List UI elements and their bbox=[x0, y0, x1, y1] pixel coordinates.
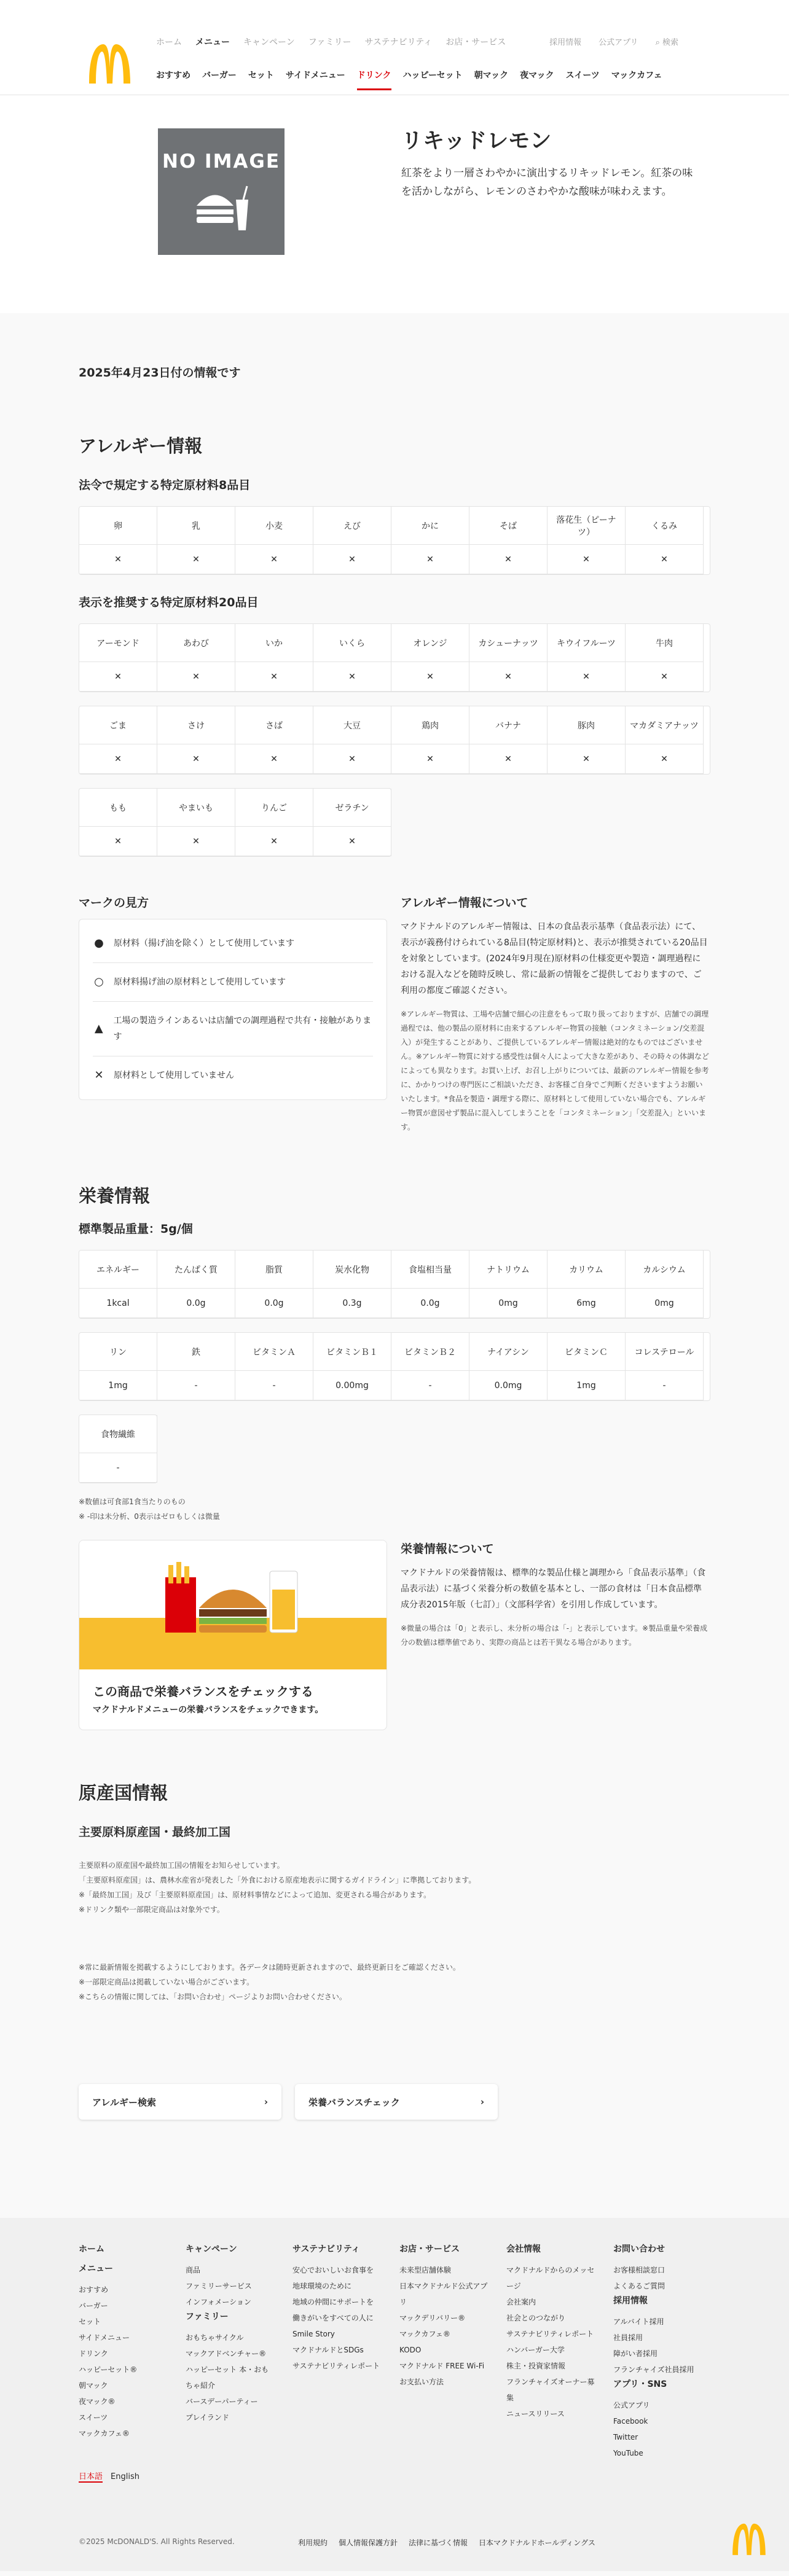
allergy-8-table bbox=[79, 506, 710, 575]
allergy-header: ごま bbox=[79, 706, 157, 744]
nutrient-header: 炭水化物 bbox=[313, 1251, 391, 1289]
footer-heading[interactable]: お店・サービス bbox=[399, 2244, 460, 2254]
nutrient-header: 食物繊維 bbox=[79, 1415, 157, 1453]
nutrient-value: 0mg bbox=[626, 1289, 704, 1318]
marks-title: マークの見方 bbox=[79, 896, 149, 910]
footer-link[interactable]: 日本マクドナルド公式アプリ bbox=[399, 2282, 488, 2306]
nav-recommended[interactable]: おすすめ bbox=[156, 71, 191, 80]
nutrient-value: - bbox=[157, 1371, 235, 1400]
nutrient-header: たんぱく質 bbox=[157, 1251, 235, 1289]
balance-card-sub: マクドナルドメニューの栄養バランスをチェックできます。 bbox=[93, 1705, 324, 1715]
origin-note: ※こちらの情報に関しては、「お問い合わせ」ページよりお問い合わせください。 bbox=[79, 1992, 347, 2001]
footer-link[interactable]: ファミリーサービス bbox=[186, 2282, 252, 2290]
footer-link[interactable]: ハッピーセット 本・おもちゃ紹介 bbox=[186, 2365, 269, 2390]
lang-en[interactable]: English bbox=[111, 2472, 139, 2481]
footer-link[interactable]: バースデーパーティー bbox=[186, 2397, 258, 2406]
mark-text: 原材料（揚げ油を除く）として使用しています bbox=[114, 939, 294, 948]
nutrient-value: 1mg bbox=[548, 1371, 626, 1400]
nutrient-value: 6mg bbox=[548, 1289, 626, 1318]
chevron-right-icon: › bbox=[264, 2096, 268, 2107]
allergy-value: ✕ bbox=[313, 744, 391, 774]
allergy-value: ✕ bbox=[548, 545, 626, 574]
nutrient-header: 鉄 bbox=[157, 1333, 235, 1371]
recruit-link[interactable]: 採用情報 bbox=[549, 38, 582, 47]
nutrient-header: エネルギー bbox=[79, 1251, 157, 1289]
allergy-header: 落花生（ピーナツ） bbox=[548, 507, 626, 545]
origin-line: ※ドリンク類や一部限定商品は対象外です。 bbox=[79, 1905, 224, 1914]
allergy-value: ✕ bbox=[79, 545, 157, 574]
nutrient-header: 食塩相当量 bbox=[391, 1251, 469, 1289]
allergy-value: ✕ bbox=[469, 545, 548, 574]
footer-column bbox=[292, 2242, 381, 2461]
burger-fries-drink-illustration bbox=[79, 1540, 387, 1669]
nutrition-table-b bbox=[79, 1332, 710, 1401]
nutrient-value: 0.0mg bbox=[469, 1371, 548, 1400]
nav-night[interactable]: 夜マック bbox=[520, 71, 554, 80]
footer-link[interactable]: サステナビリティレポート bbox=[506, 2330, 594, 2338]
allergy-value: ✕ bbox=[79, 662, 157, 692]
allergy-value: ✕ bbox=[391, 545, 469, 574]
footer-link[interactable]: フランチャイズ社員採用 bbox=[613, 2365, 694, 2374]
allergy-20a-table bbox=[79, 623, 710, 692]
allergy-title: アレルギー情報 bbox=[79, 435, 203, 456]
about-allergy-title: アレルギー情報について bbox=[401, 896, 528, 910]
nutrient-value: - bbox=[391, 1371, 469, 1400]
footer-link[interactable]: ハンバーガー大学 bbox=[506, 2346, 565, 2354]
nutrient-value: 1mg bbox=[79, 1371, 157, 1400]
allergy-20c-table bbox=[79, 788, 391, 857]
footer-link[interactable]: 夜マック® bbox=[79, 2397, 116, 2406]
nav-sweets[interactable]: スイーツ bbox=[565, 71, 600, 80]
copyright: ©2025 McDONALD'S. All Rights Reserved. bbox=[79, 2537, 235, 2546]
allergy-value: ✕ bbox=[548, 662, 626, 692]
top-nav-stores[interactable]: お店・サービス bbox=[446, 37, 506, 47]
allergy-header: さけ bbox=[157, 706, 235, 744]
footer-link[interactable]: マクドナルド FREE Wi-Fi bbox=[399, 2362, 485, 2370]
nutrition-table-a bbox=[79, 1250, 710, 1319]
nutrition-note2: ※ -印は未分析、0表示はゼロもしくは微量 bbox=[79, 1512, 220, 1521]
nutrient-value: - bbox=[235, 1371, 313, 1400]
footer-column bbox=[613, 2242, 702, 2461]
nav-drink[interactable]: ドリンク bbox=[357, 69, 391, 90]
allergy-header: そば bbox=[469, 507, 548, 545]
footer-link[interactable]: バーガー bbox=[79, 2301, 108, 2310]
mark-text: 原材料として使用していません bbox=[114, 1071, 234, 1080]
allergy-value: ✕ bbox=[469, 662, 548, 692]
allergy-value: ✕ bbox=[157, 545, 235, 574]
origin-sub: 主要原料原産国・最終加工国 bbox=[79, 1825, 231, 1839]
allergy-header: もも bbox=[79, 789, 157, 827]
site-header bbox=[0, 0, 789, 95]
allergy-header: 乳 bbox=[157, 507, 235, 545]
mark-row bbox=[93, 963, 373, 1002]
allergy-sub1: 法令で規定する特定原材料8品目 bbox=[79, 478, 251, 492]
footer-link[interactable]: 働きがいをすべての人に bbox=[292, 2314, 374, 2322]
footer-link[interactable]: マックアドベンチャー® bbox=[186, 2349, 267, 2358]
footer-heading[interactable]: メニュー bbox=[79, 2264, 113, 2274]
footer-heading[interactable]: ファミリー bbox=[186, 2312, 229, 2322]
balance-card-title: この商品で栄養バランスをチェックする bbox=[93, 1684, 313, 1699]
mark-text: 工場の製造ラインあるいは店舗での調理過程で共有・接触があります bbox=[113, 1016, 372, 1042]
footer-heading[interactable]: アプリ・SNS bbox=[613, 2379, 667, 2389]
origin-title: 原産国情報 bbox=[79, 1782, 168, 1803]
footer-link[interactable]: 安心でおいしいお食事を bbox=[292, 2266, 374, 2274]
nutrition-standard: 標準製品重量：5g/個 bbox=[79, 1222, 193, 1236]
footer-link[interactable]: マックカフェ® bbox=[79, 2429, 130, 2438]
allergy-search-label: アレルギー検索 bbox=[92, 2096, 157, 2108]
nutrient-header: ナトリウム bbox=[469, 1251, 548, 1289]
footer-link[interactable]: YouTube bbox=[613, 2449, 643, 2457]
allergy-header: りんご bbox=[235, 789, 313, 827]
footer-column bbox=[79, 2242, 167, 2461]
top-right-nav bbox=[549, 36, 678, 47]
footer-link[interactable]: お支払い方法 bbox=[399, 2378, 444, 2386]
nav-burger[interactable]: バーガー bbox=[202, 71, 237, 80]
search-link[interactable] bbox=[656, 36, 678, 47]
footer-link[interactable]: セット bbox=[79, 2317, 101, 2326]
allergy-value: ✕ bbox=[235, 662, 313, 692]
nutrient-value: 0.0g bbox=[391, 1289, 469, 1318]
origin-notes bbox=[79, 1960, 710, 2004]
allergy-value: ✕ bbox=[157, 744, 235, 774]
legal-link[interactable]: 法律に基づく情報 bbox=[409, 2539, 468, 2547]
footer-heading[interactable]: キャンペーン bbox=[186, 2244, 237, 2254]
allergy-value: ✕ bbox=[79, 744, 157, 774]
allergy-header: マカダミアナッツ bbox=[626, 706, 704, 744]
nutrient-value: 0.3g bbox=[313, 1289, 391, 1318]
chevron-right-icon: › bbox=[480, 2096, 484, 2107]
allergy-value: ✕ bbox=[235, 545, 313, 574]
footer-heading[interactable]: ホーム bbox=[79, 2244, 104, 2254]
footer-link[interactable]: Facebook bbox=[613, 2417, 648, 2426]
top-nav-menu[interactable]: メニュー bbox=[195, 37, 230, 47]
footer-link[interactable]: Smile Story bbox=[292, 2330, 335, 2338]
allergy-search-button[interactable] bbox=[79, 2084, 281, 2120]
origin-note: ※常に最新情報を掲載するようにしております。各データは随時更新されますので、最終更新日をご確認ください。 bbox=[79, 1963, 460, 1972]
main-content bbox=[0, 313, 789, 2218]
nutrient-value: 1kcal bbox=[79, 1289, 157, 1318]
footer-link[interactable]: マクドナルドとSDGs bbox=[292, 2346, 364, 2354]
nav-mccafe[interactable]: マックカフェ bbox=[611, 71, 662, 80]
footer-column bbox=[506, 2242, 595, 2461]
holdings-link[interactable]: 日本マクドナルドホールディングス bbox=[479, 2539, 595, 2547]
footer-link[interactable]: プレイランド bbox=[186, 2413, 229, 2422]
allergy-header: 豚肉 bbox=[548, 706, 626, 744]
allergy-header: 小麦 bbox=[235, 507, 313, 545]
footer-link[interactable]: 地域の仲間にサポートを bbox=[292, 2298, 374, 2306]
mark-row bbox=[93, 1056, 373, 1095]
product-title: リキッドレモン bbox=[401, 129, 552, 154]
allergy-value: ✕ bbox=[313, 827, 391, 856]
top-nav-campaign[interactable]: キャンペーン bbox=[243, 37, 295, 47]
nutrient-header: カルシウム bbox=[626, 1251, 704, 1289]
allergy-header: えび bbox=[313, 507, 391, 545]
footer-link[interactable]: 会社案内 bbox=[506, 2298, 536, 2306]
nutrient-value: 0.0g bbox=[157, 1289, 235, 1318]
product-image-placeholder bbox=[158, 128, 285, 255]
footer-heading[interactable]: 会社情報 bbox=[506, 2244, 541, 2254]
open-circle-icon: ○ bbox=[94, 975, 104, 988]
allergy-value: ✕ bbox=[391, 744, 469, 774]
nav-happy-set[interactable]: ハッピーセット bbox=[402, 71, 463, 80]
balance-check-button[interactable] bbox=[295, 2084, 498, 2120]
triangle-icon: ▲ bbox=[94, 1022, 103, 1035]
mcdonalds-logo[interactable] bbox=[87, 43, 133, 84]
footer-link[interactable]: 株主・投資家情報 bbox=[506, 2362, 566, 2370]
meal-icon bbox=[79, 1540, 387, 1669]
nutrient-value: 0mg bbox=[469, 1289, 548, 1318]
allergy-value: ✕ bbox=[469, 744, 548, 774]
nutrient-header: 脂質 bbox=[235, 1251, 313, 1289]
footer-link[interactable]: 未来型店舗体験 bbox=[399, 2266, 452, 2274]
allergy-header: 鶏肉 bbox=[391, 706, 469, 744]
allergy-value: ✕ bbox=[626, 744, 704, 774]
nutrient-value: 0.00mg bbox=[313, 1371, 391, 1400]
about-nutrition-body: マクドナルドの栄養情報は、標準的な製品仕様と調理から「食品表示基準」（食品表示法）に基づく栄養分析の数値を基本とし、一部の食材は「日本食品標準成分表2015年版（七訂）」（文部科学省）を引用し作成しています。 bbox=[401, 1568, 706, 1610]
allergy-value: ✕ bbox=[313, 545, 391, 574]
footer-link[interactable]: Twitter bbox=[613, 2433, 638, 2441]
site-footer bbox=[0, 2218, 789, 2571]
allergy-header: ゼラチン bbox=[313, 789, 391, 827]
nutrition-notes bbox=[79, 1494, 710, 1524]
mcdonalds-logo-footer[interactable] bbox=[731, 2522, 767, 2556]
footer-link[interactable]: サイドメニュー bbox=[79, 2333, 130, 2342]
allergy-header: いくら bbox=[313, 624, 391, 662]
footer-link[interactable]: よくあるご質問 bbox=[613, 2282, 665, 2290]
about-allergy-notes: ※アレルギー物質は、工場や店舗で細心の注意をもって取り扱っておりますが、店舗での調理過程では、他の製品の原材料に由来するアレルギー物質の接触（コンタミネーション/交差混入）が発生することがあり、ご提供しているアレルギー情報は絶対的なものではございません。※アレルギー物質に対する感受性は個々人によって大きな差があり、その時々の体調などによっても異なります。お買い上げ、お召し上がりについては、最新のアレルギー情報を参考に、かかりつけの専門医にご相談いただき、お客様ご自身でご判断くださいますようお願いいたします。*食品を製造・調理する際に、原材料として使用していない場合でも、アレルギー物質が意図せず製品に混入してしまうことを「コンタミネーション」「交差混入」といいます。 bbox=[401, 1010, 709, 1131]
top-nav-sustainability[interactable]: サステナビリティ bbox=[364, 37, 433, 47]
product-description: 紅茶をより一層さわやかに演出するリキッドレモン。紅茶の味を活かしながら、レモンのさわやかな酸味が味わえます。 bbox=[401, 167, 693, 198]
footer-link[interactable]: アルバイト採用 bbox=[613, 2317, 664, 2326]
allergy-header: くるみ bbox=[626, 507, 704, 545]
privacy-link[interactable]: 個人情報保護方針 bbox=[339, 2539, 398, 2547]
allergy-header: 卵 bbox=[79, 507, 157, 545]
no-image-text: NO IMAGE bbox=[162, 150, 281, 173]
origin-note: ※一部限定商品は掲載していない場合がございます。 bbox=[79, 1978, 254, 1986]
allergy-header: かに bbox=[391, 507, 469, 545]
balance-check-label: 栄養バランスチェック bbox=[308, 2096, 400, 2108]
footer-link[interactable]: インフォメーション bbox=[186, 2298, 251, 2306]
allergy-header: アーモンド bbox=[79, 624, 157, 662]
nutrient-value: - bbox=[626, 1371, 704, 1400]
footer-link[interactable]: お客様相談窓口 bbox=[613, 2266, 665, 2274]
footer-column bbox=[399, 2242, 488, 2461]
allergy-value: ✕ bbox=[313, 662, 391, 692]
footer-link[interactable]: スイーツ bbox=[79, 2413, 108, 2422]
nutrition-table-c bbox=[79, 1415, 157, 1483]
allergy-header: カシューナッツ bbox=[469, 624, 548, 662]
nutrient-header: ナイアシン bbox=[469, 1333, 548, 1371]
nutrient-value: 0.0g bbox=[235, 1289, 313, 1318]
origin-line: ※「最終加工国」及び「主要原料原産国」は、原材料事情などによって追加、変更される場合があります。 bbox=[79, 1891, 431, 1899]
terms-link[interactable]: 利用規約 bbox=[298, 2539, 328, 2547]
nutrient-header: ビタミンＢ２ bbox=[391, 1333, 469, 1371]
marks-legend bbox=[79, 919, 387, 1100]
footer-link[interactable]: ドリンク bbox=[79, 2349, 108, 2358]
footer-links bbox=[298, 2537, 595, 2548]
allergy-header: あわび bbox=[157, 624, 235, 662]
origin-lines bbox=[79, 1858, 710, 1917]
allergy-header: さば bbox=[235, 706, 313, 744]
footer-link[interactable]: おもちゃサイクル bbox=[186, 2333, 244, 2342]
allergy-value: ✕ bbox=[157, 662, 235, 692]
footer-columns bbox=[79, 2242, 710, 2461]
footer-heading[interactable]: 採用情報 bbox=[613, 2296, 648, 2306]
allergy-sub2: 表示を推奨する特定原材料20品目 bbox=[79, 596, 259, 609]
balance-check-card[interactable] bbox=[79, 1540, 387, 1730]
top-nav-home[interactable]: ホーム bbox=[156, 37, 182, 47]
footer-link[interactable]: 地球環境のために bbox=[292, 2282, 352, 2290]
filled-circle-icon: ● bbox=[94, 937, 104, 950]
nutrient-value: - bbox=[79, 1453, 157, 1483]
allergy-20b-table bbox=[79, 706, 710, 775]
allergy-value: ✕ bbox=[391, 662, 469, 692]
nutrient-header: カリウム bbox=[548, 1251, 626, 1289]
footer-link[interactable]: マクドナルドからのメッセージ bbox=[506, 2266, 595, 2290]
footer-link[interactable]: 商品 bbox=[186, 2266, 201, 2274]
allergy-value: ✕ bbox=[157, 827, 235, 856]
footer-link[interactable]: 公式アプリ bbox=[613, 2401, 650, 2410]
allergy-header: 牛肉 bbox=[626, 624, 704, 662]
nav-side[interactable]: サイドメニュー bbox=[285, 71, 345, 80]
nutrient-header: リン bbox=[79, 1333, 157, 1371]
lang-ja[interactable]: 日本語 bbox=[79, 2472, 103, 2481]
nutrient-header: ビタミンＣ bbox=[548, 1333, 626, 1371]
nutrient-header: ビタミンＢ１ bbox=[313, 1333, 391, 1371]
footer-heading[interactable]: サステナビリティ bbox=[292, 2244, 360, 2254]
app-link[interactable]: 公式アプリ bbox=[599, 38, 638, 47]
footer-link[interactable]: 朝マック bbox=[79, 2381, 108, 2390]
footer-link[interactable]: フランチャイズオーナー募集 bbox=[506, 2378, 595, 2402]
allergy-value: ✕ bbox=[626, 545, 704, 574]
allergy-header: 大豆 bbox=[313, 706, 391, 744]
footer-column bbox=[186, 2242, 274, 2461]
top-nav-family[interactable]: ファミリー bbox=[308, 37, 351, 47]
allergy-header: バナナ bbox=[469, 706, 548, 744]
nav-morning[interactable]: 朝マック bbox=[474, 71, 509, 80]
footer-link[interactable]: 社員採用 bbox=[613, 2333, 643, 2342]
info-date: 2025年4月23日付の情報です bbox=[79, 366, 241, 380]
footer-link[interactable]: KODO bbox=[399, 2346, 422, 2354]
allergy-header: キウイフルーツ bbox=[548, 624, 626, 662]
top-nav bbox=[156, 36, 506, 48]
allergy-value: ✕ bbox=[235, 827, 313, 856]
main-nav bbox=[156, 69, 662, 90]
footer-link[interactable]: 社会とのつながり bbox=[506, 2314, 566, 2322]
allergy-header: やまいも bbox=[157, 789, 235, 827]
allergy-value: ✕ bbox=[235, 744, 313, 774]
footer-link[interactable]: マックデリバリー® bbox=[399, 2314, 466, 2322]
nutrient-header: コレステロール bbox=[626, 1333, 704, 1371]
mark-row bbox=[93, 1002, 373, 1056]
about-nutrition-notes: ※微量の場合は「0」と表示し、未分析の場合は「-」と表示しています。※製品重量や栄養成分の数値は標準値であり、実際の商品とは若干異なる場合があります。 bbox=[401, 1624, 708, 1647]
search-label: 検索 bbox=[662, 38, 678, 47]
nav-set[interactable]: セット bbox=[248, 71, 274, 80]
product-hero bbox=[0, 95, 789, 313]
allergy-value: ✕ bbox=[548, 744, 626, 774]
mark-text: 原材料揚げ油の原材料として使用しています bbox=[114, 977, 286, 987]
allergy-value: ✕ bbox=[79, 827, 157, 856]
language-switch bbox=[79, 2470, 139, 2481]
footer-link[interactable]: ハッピーセット® bbox=[79, 2365, 138, 2374]
mark-row bbox=[93, 924, 373, 963]
origin-line: 主要原料の原産国や最終加工国の情報をお知らせしています。 bbox=[79, 1861, 285, 1870]
allergy-value: ✕ bbox=[626, 662, 704, 692]
footer-link[interactable]: 障がい者採用 bbox=[613, 2349, 658, 2358]
footer-link[interactable]: マックカフェ® bbox=[399, 2330, 450, 2338]
about-nutrition-title: 栄養情報について bbox=[401, 1542, 494, 1556]
footer-link[interactable]: おすすめ bbox=[79, 2285, 109, 2294]
nutrient-header: ビタミンＡ bbox=[235, 1333, 313, 1371]
search-icon: ⌕ bbox=[655, 38, 660, 47]
nutrition-title: 栄養情報 bbox=[79, 1185, 151, 1206]
footer-heading[interactable]: お問い合わせ bbox=[613, 2244, 665, 2254]
about-allergy-body: マクドナルドのアレルギー情報は、日本の食品表示基準（食品表示法）にて、表示が義務付けられている8品目(特定原材料)と、表示が推奨されている20品目を対象としています。(2024年9月現在)原材料の仕様変更や製造・調理過程における混入などを随時反映し、常に最新の情報をご提供しておりますので、ご利用の都度ご確認ください。 bbox=[401, 922, 708, 996]
nutrition-note1: ※数値は可食部1食当たりのもの bbox=[79, 1497, 186, 1506]
allergy-header: オレンジ bbox=[391, 624, 469, 662]
origin-line: 「主要原料原産国」は、農林水産省が発表した「外食における原産地表示に関するガイドライン」に準拠しております。 bbox=[79, 1876, 476, 1884]
footer-link[interactable]: ニュースリリース bbox=[506, 2410, 565, 2418]
footer-link[interactable]: サステナビリティレポート bbox=[292, 2362, 380, 2370]
allergy-header: いか bbox=[235, 624, 313, 662]
burger-drink-icon bbox=[190, 181, 252, 236]
cross-icon: ✕ bbox=[94, 1069, 104, 1082]
